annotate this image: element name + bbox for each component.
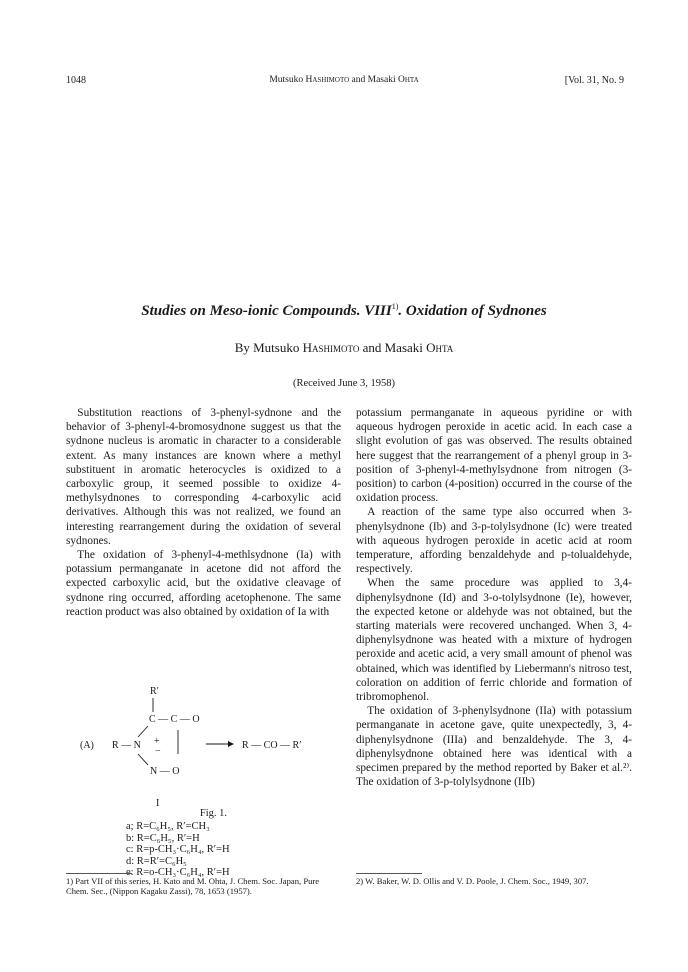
right-paragraph-4: The oxidation of 3-phenylsydnone (IIa) with potassium permanganate in acetone gave, quite unexpectedly, 3, 4-diphenylsydnone (IIIa) and benzaldehyde. The 3, 4-diphenylsydnone obtained here was identical with a specimen prepared by the method reported by Baker et al.²⁾. The oxidation of 3-p-tolylsydnone (IIb) [356, 705, 632, 789]
substituent-item: c: R=p-CH₃·C₆H₄, R′=H [126, 844, 230, 855]
byline-author2-last: Ohta [426, 340, 454, 355]
byline-and: and [362, 340, 382, 355]
byline-prefix: By [234, 340, 250, 355]
left-column [66, 406, 341, 619]
running-head-and: and [351, 75, 366, 85]
reaction-arrowhead [228, 741, 234, 747]
figure-caption-block [66, 808, 341, 879]
scheme-top-ring: C — C — O [149, 714, 200, 725]
footnote-2: 2) W. Baker, W. D. Ollis and V. D. Poole, J. Chem. Soc., 1949, 307. [356, 876, 589, 886]
footnote-1: 1) Part VII of this series, H. Kato and M. Ohta, J. Chem. Soc. Japan, Pure Chem. Sec., (Nippon Kagaku Zassi), 78, 1653 (1957). [66, 876, 320, 897]
substituent-item: e: R=o-CH₃·C₆H₄, R′=H [126, 867, 230, 878]
scheme-plus: + [154, 736, 160, 747]
title-footnote-marker: 1) [391, 302, 399, 311]
left-paragraph-2: The oxidation of 3-phenyl-4-methlsydnone (Ia) with potassium permanganate in acetone did not afford the expected carboxylic acid, but the oxidative cleavage of sydnone ring occurred, affording acetophenone. The same reaction product was also obtained by oxidation of Ia with [66, 549, 341, 618]
substituent-list [126, 821, 341, 879]
substituent-item: d: R=R′=C₆H₅ [126, 855, 187, 867]
reaction-scheme-drawing [66, 682, 341, 812]
running-head-author1-last: Hashimoto [305, 75, 350, 85]
right-paragraph-1: potassium permanganate in aqueous pyridine or with aqueous hydrogen peroxide in acetic acid. In each case a slight evolution of gas was observed. The results obtained here suggest that the rearrangement of a phenyl group in 3-position of 3-phenyl-4-methylsydnone from nitrogen (3-position) to carbon (4-position) occurred in the course of the oxidation process. [356, 407, 632, 505]
byline-author1-last: Hashimoto [302, 340, 360, 355]
right-paragraph-2: A reaction of the same type also occurred when 3-phenylsydnone (Ib) and 3-p-tolylsydnone (Ic) were treated with aqueous hydrogen peroxide in acetic acid at room temperature, affording benzaldehyde and p-tolualdehyde, respectively. [356, 506, 632, 576]
left-paragraph-1: Substitution reactions of 3-phenyl-sydnone and the behavior of 3-phenyl-4-bromosydnone suggest us that the sydnone nucleus is aromatic in character to a considerable extent. As many instances are known where a methyl substituent in aromatic heterocycles is oxidized to a carboxylic group, it seemed possible to oxidize 4-methylsydnones to corresponding 4-carboxylic acid derivatives. Although this was not realized, we found an interesting rearrangement during the oxidation of several sydnones. [66, 407, 341, 547]
page-number: 1048 [66, 75, 86, 86]
running-head-author1-first: Mutsuko [269, 75, 304, 85]
title-rest: . Oxidation of Sydnones [398, 303, 547, 319]
scheme-label: (A) [80, 740, 94, 751]
volume-label: [Vol. 31, No. 9 [564, 75, 624, 86]
scheme-r-prime: R′ [150, 686, 159, 697]
byline-author2-first: Masaki [384, 340, 423, 355]
right-paragraph-3: When the same procedure was applied to 3,4-diphenylsydnone (Id) and 3-o-tolylsydnone (Ie), however, the expected ketone or aldehyde was not obtained, but the starting materials were recovered unchanged. When 3, 4-diphenylsydnone was heated with a mixture of hydrogen peroxide and acetic acid, a very small amount of phenol was obtained, which was identified by Liebermann's nitroso test, coloration on addition of ferric chloride and formation of tribromophenol. [356, 577, 632, 704]
scheme-r-n: R — N [112, 740, 141, 751]
byline-author1-first: Mutsuko [253, 340, 300, 355]
running-head-author2-last: Ohta [397, 75, 419, 85]
received-date: (Received June 3, 1958) [292, 378, 396, 389]
footnote-rule [356, 873, 422, 874]
right-column [356, 406, 632, 789]
footnote-rule [66, 873, 132, 874]
paper-title [0, 302, 688, 320]
title-main: Studies on Meso-ionic Compounds. VIII [141, 303, 392, 319]
figure-caption: Fig. 1. [199, 808, 228, 819]
scheme-bottom-ring: N — O [150, 766, 180, 777]
scheme-compound-number: I [156, 798, 160, 809]
substituent-item: b: R=C₆H₅, R′=H [126, 832, 200, 844]
scheme-minus: − [155, 746, 161, 757]
running-head-author2-first: Masaki [367, 75, 396, 85]
bond-line [138, 726, 148, 737]
bond-line [138, 754, 148, 765]
scheme-product: R — CO — R′ [242, 740, 302, 751]
reaction-scheme [66, 682, 341, 812]
substituent-item: a; R=C₆H₅, R′=CH₃ [126, 821, 210, 832]
byline [0, 340, 688, 356]
